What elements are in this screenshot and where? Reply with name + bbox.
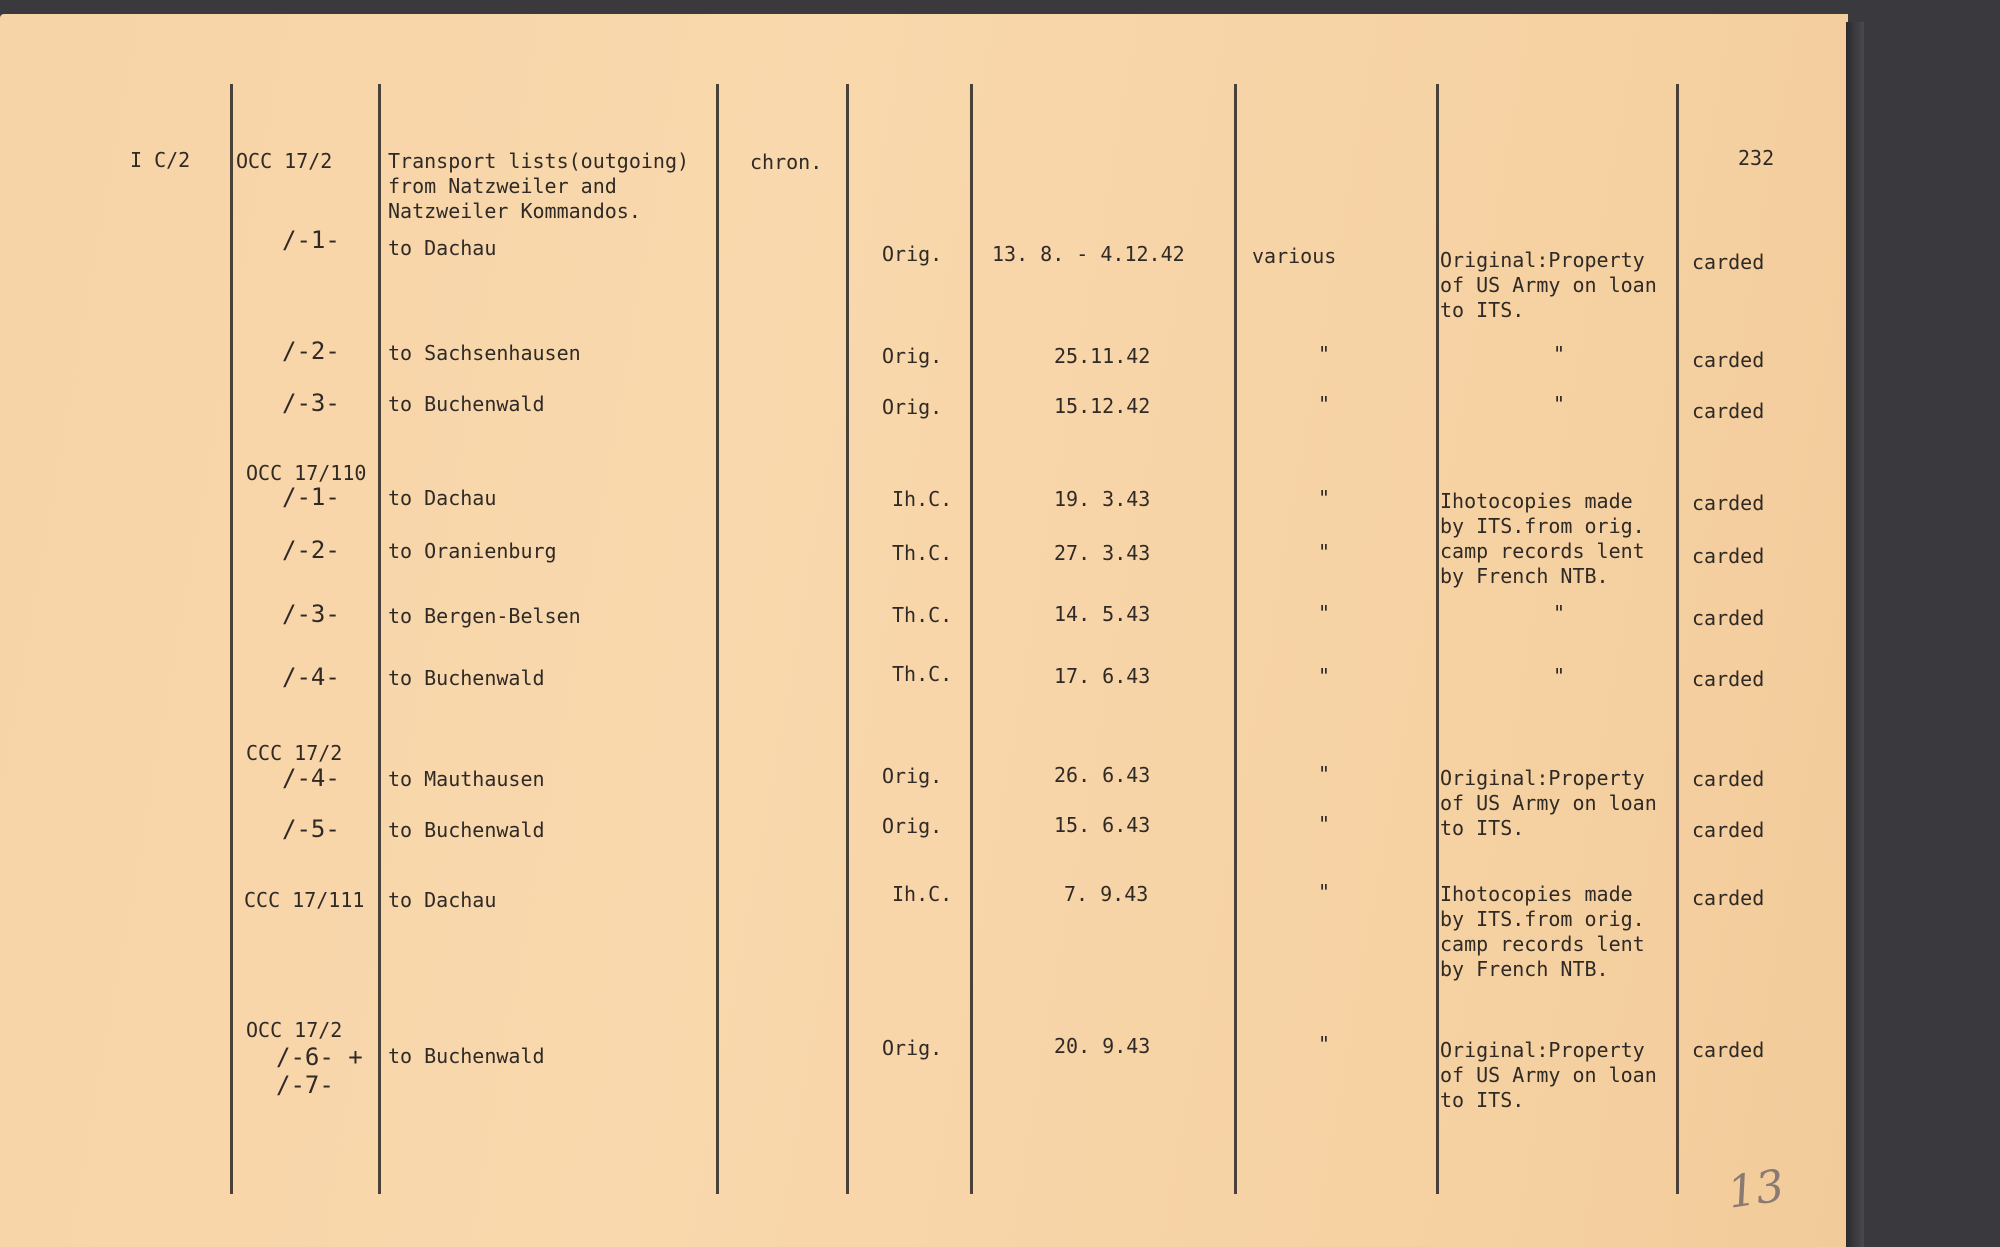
date-range: 25.11.42 [1054, 344, 1151, 368]
status: carded [1692, 399, 1765, 423]
binder-edge [1846, 22, 1864, 1247]
record-type: Orig. [882, 814, 943, 838]
destination: to Buchenwald [388, 392, 545, 416]
camps: " [1318, 762, 1331, 786]
heading-title-line3: Natzweiler Kommandos. [388, 199, 641, 223]
column-rule [1436, 84, 1439, 1194]
destination: to Oranienburg [388, 539, 557, 563]
camps: " [1318, 486, 1331, 510]
column-rule [230, 84, 233, 1194]
list-number: /-3- [282, 600, 340, 628]
destination: to Sachsenhausen [388, 341, 581, 365]
date-range: 27. 3.43 [1054, 541, 1151, 565]
record-type: Ih.C. [892, 882, 953, 906]
column-rule [970, 84, 973, 1194]
record-type: Th.C. [892, 662, 953, 686]
group-code: OCC 17/2 [246, 1018, 343, 1042]
date-range: 20. 9.43 [1054, 1034, 1151, 1058]
record-type: Orig. [882, 344, 943, 368]
date-range: 17. 6.43 [1054, 664, 1151, 688]
column-rule [1234, 84, 1237, 1194]
page-number: 232 [1738, 146, 1775, 170]
date-range: 7. 9.43 [1064, 882, 1149, 906]
remark: Ihotocopies made by ITS.from orig. camp records lent by French NTB. [1440, 882, 1645, 981]
status: carded [1692, 348, 1765, 372]
camps: " [1318, 601, 1331, 625]
list-number: /-6- + /-7- [276, 1043, 363, 1099]
date-range: 14. 5.43 [1054, 602, 1151, 626]
status: carded [1692, 667, 1765, 691]
status: carded [1692, 767, 1765, 791]
remark: " [1553, 392, 1566, 416]
destination: to Buchenwald [388, 1044, 545, 1068]
list-number: /-5- [282, 815, 340, 843]
heading-order: chron. [750, 150, 823, 174]
group-code: CCC 17/111 [244, 888, 365, 912]
status: carded [1692, 250, 1765, 274]
list-number: /-4- [282, 663, 340, 691]
destination: to Buchenwald [388, 818, 545, 842]
status: carded [1692, 491, 1765, 515]
heading-code: OCC 17/2 [236, 149, 333, 173]
list-number: /-1- [282, 483, 340, 511]
column-rule [378, 84, 381, 1194]
camps: " [1318, 812, 1331, 836]
date-range: 15. 6.43 [1054, 813, 1151, 837]
camps: " [1318, 392, 1331, 416]
record-type: Ih.C. [892, 487, 953, 511]
heading-title-line1: Transport lists(outgoing) [388, 149, 690, 173]
camps: " [1318, 1032, 1331, 1056]
record-type: Orig. [882, 242, 943, 266]
camps: various [1252, 244, 1337, 268]
camps: " [1318, 880, 1331, 904]
remark: " [1553, 601, 1566, 625]
status: carded [1692, 606, 1765, 630]
status: carded [1692, 886, 1765, 910]
camps: " [1318, 540, 1331, 564]
date-range: 26. 6.43 [1054, 763, 1151, 787]
section-label: I C/2 [130, 148, 191, 172]
archive-page [0, 14, 1848, 1247]
destination: to Dachau [388, 236, 497, 260]
status: carded [1692, 1038, 1765, 1062]
record-type: Orig. [882, 1036, 943, 1060]
camps: " [1318, 342, 1331, 366]
destination: to Bergen-Belsen [388, 604, 581, 628]
date-range: 15.12.42 [1054, 394, 1151, 418]
destination: to Mauthausen [388, 767, 545, 791]
group-code: OCC 17/110 [246, 461, 367, 485]
record-type: Orig. [882, 395, 943, 419]
destination: to Buchenwald [388, 666, 545, 690]
heading-title-line2: from Natzweiler and [388, 174, 617, 198]
column-rule [846, 84, 849, 1194]
remark: Original:Property of US Army on loan to ITS. [1440, 1038, 1657, 1112]
list-number: /-2- [282, 536, 340, 564]
remark: Original:Property of US Army on loan to ITS. [1440, 766, 1657, 840]
destination: to Dachau [388, 888, 497, 912]
remark: " [1553, 342, 1566, 366]
status: carded [1692, 818, 1765, 842]
list-number: /-2- [282, 337, 340, 365]
list-number: /-3- [282, 389, 340, 417]
column-rule [1676, 84, 1679, 1194]
record-type: Th.C. [892, 541, 953, 565]
remark: " [1553, 664, 1566, 688]
remark: Ihotocopies made by ITS.from orig. camp records lent by French NTB. [1440, 489, 1645, 588]
list-number: /-1- [282, 226, 340, 254]
record-type: Orig. [882, 764, 943, 788]
status: carded [1692, 544, 1765, 568]
remark: Original:Property of US Army on loan to ITS. [1440, 248, 1657, 322]
destination: to Dachau [388, 486, 497, 510]
list-number: /-4- [282, 764, 340, 792]
record-type: Th.C. [892, 603, 953, 627]
group-code: CCC 17/2 [246, 741, 343, 765]
date-range: 19. 3.43 [1054, 487, 1151, 511]
column-rule [716, 84, 719, 1194]
camps: " [1318, 664, 1331, 688]
handwritten-mark: 13 [1724, 1160, 1788, 1219]
date-range: 13. 8. - 4.12.42 [992, 242, 1185, 266]
